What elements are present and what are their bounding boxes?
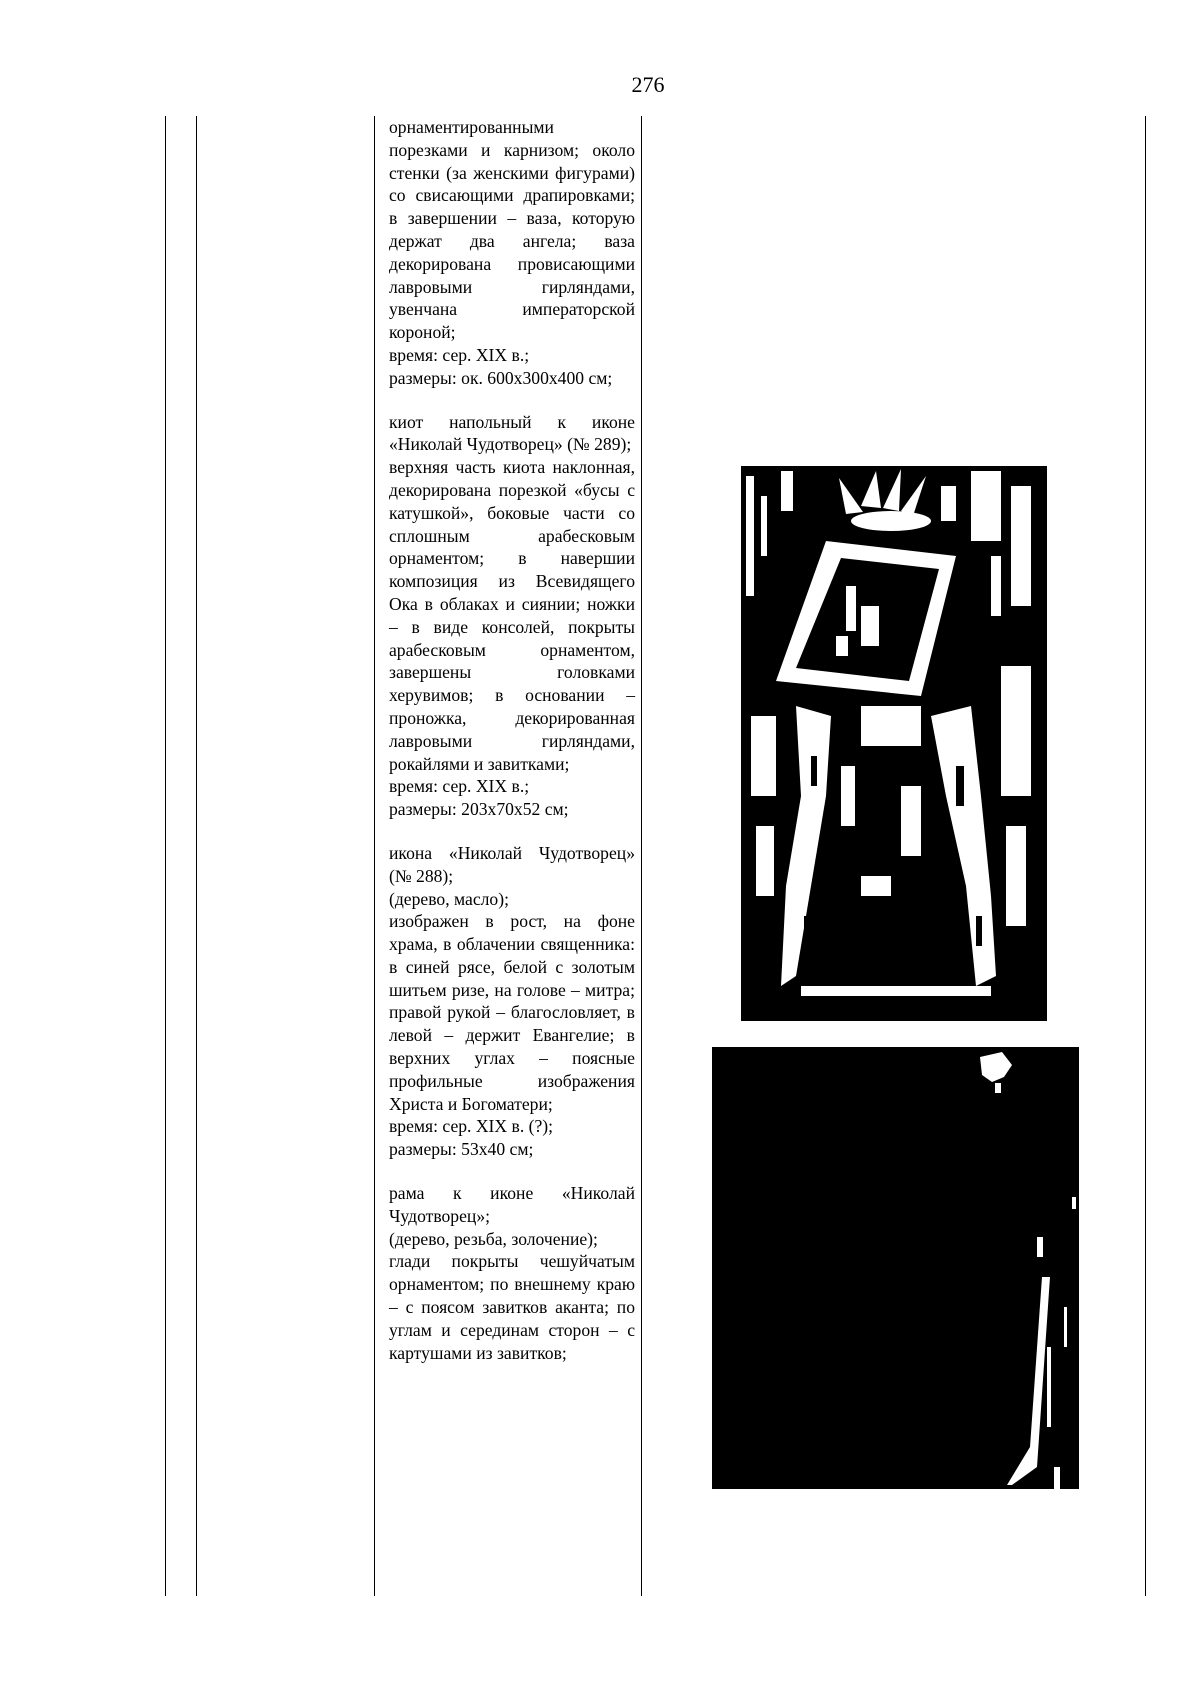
entry-title: киот напольный к иконе «Николай Чудотворец» (№ 289); [389, 411, 635, 455]
description-column [389, 116, 635, 1385]
entry-iconostasis [389, 116, 635, 390]
entry-kiot [389, 411, 635, 821]
kiot-photo [741, 466, 1047, 1021]
entry-text: верхняя часть киота наклонная, декорирована порезкой «бусы с катушкой», боковые части со сплошным арабесковым орнаментом; в навершии композиция из Всевидящего Ока в облаках и сиянии; ножки – в виде консолей, покрыты арабесковым орнаментом, завершены головками херувимов; в основании – проножка, декорированная лавровыми гирляндами, рокайлями и завитками; [389, 457, 635, 774]
entry-material: (дерево, масло); [389, 888, 509, 909]
entry-frame [389, 1182, 635, 1364]
table-border-inner [196, 116, 197, 1596]
entry-date: время: сер. XIX в.; [389, 344, 530, 365]
entry-dimensions: размеры: ок. 600х300х400 см; [389, 367, 613, 388]
entry-icon [389, 842, 635, 1161]
table-border-left [165, 116, 166, 1596]
entry-text: глади покрыты чешуйчатым орнаментом; по внешнему краю – с поясом завитков аканта; по углам и серединам сторон – с картушами из завитков; [389, 1251, 635, 1363]
entry-text: изображен в рост, на фоне храма, в облачении священника: в синей рясе, белой с золотым шитьем ризе, на голове – митра; правой рукой – благословляет, в левой – держит Евангелие; в верхних углах – поясные профильные изображения Христа и Богоматери; [389, 911, 635, 1114]
icon-photo [712, 1047, 1079, 1489]
entry-title: рама к иконе «Николай Чудотворец»; [389, 1183, 635, 1226]
column-divider-right [641, 116, 642, 1596]
entry-text: орнаментированными порезками и карнизом; около стенки (за женскими фигурами) со свисающими драпировками; в завершении – ваза, которую держат два ангела; ваза декорирована провисающими лавровыми гирляндами, увенчана императорской короной; [389, 117, 635, 343]
entry-material: (дерево, резьба, золочение); [389, 1228, 598, 1249]
entry-date: время: сер. XIX в.; [389, 776, 530, 797]
column-divider-left [374, 116, 375, 1596]
entry-date: время: сер. XIX в. (?); [389, 1116, 554, 1137]
table-border-right [1145, 116, 1146, 1596]
page-number: 276 [631, 72, 665, 97]
entry-dimensions: размеры: 203х70х52 см; [389, 799, 569, 820]
entry-title: икона «Николай Чудотворец» (№ 288); [389, 842, 635, 886]
entry-dimensions: размеры: 53х40 см; [389, 1139, 534, 1160]
